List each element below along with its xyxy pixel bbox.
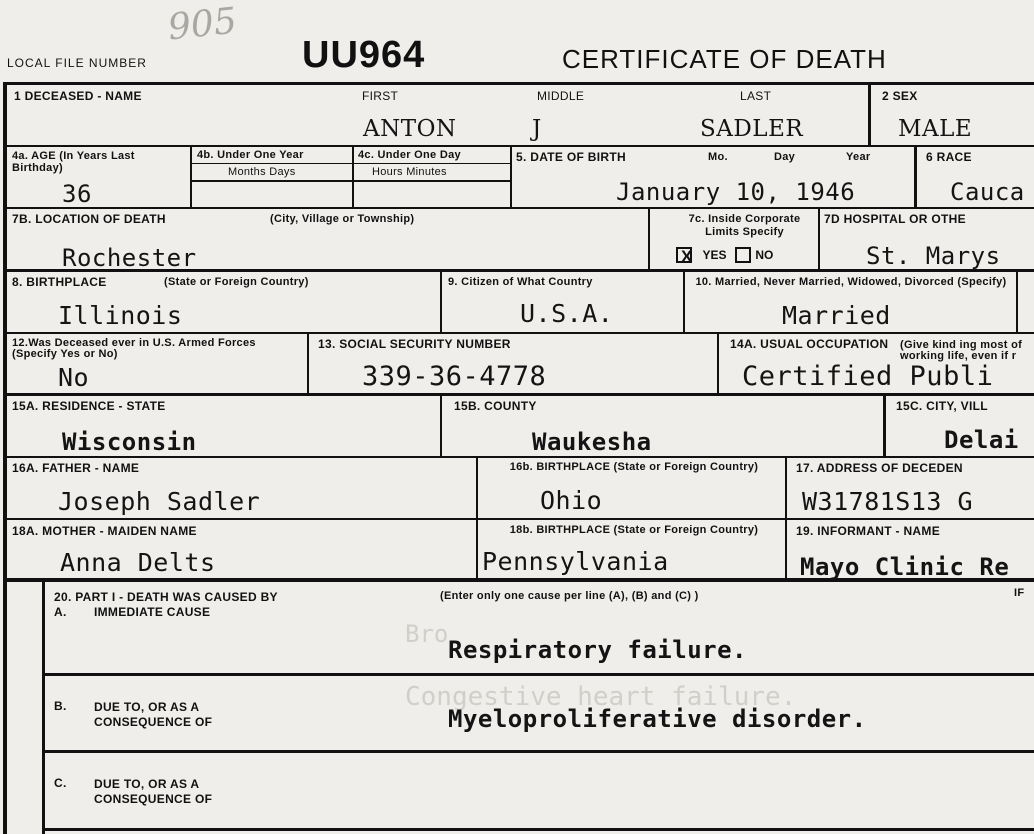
- label-cause-instructions: (Enter only one cause per line (A), (B) and (C) ): [440, 590, 699, 602]
- value-first-name: ANTON: [363, 116, 457, 142]
- label-city: 15C. CITY, VILL: [896, 399, 988, 413]
- value-date-of-birth: January 10, 1946: [616, 178, 856, 206]
- col-divider: [352, 145, 354, 208]
- label-address: 17. ADDRESS OF DECEDEN: [796, 461, 963, 475]
- handwritten-file-number: 905: [166, 0, 239, 49]
- value-immediate-cause: Respiratory failure.: [448, 636, 747, 664]
- col-divider: [883, 394, 886, 457]
- row-divider: [3, 518, 1034, 520]
- sub-divider: [192, 163, 510, 164]
- label-age: 4a. AGE (In Years Last Birthday): [12, 150, 135, 174]
- local-file-number: UU964: [302, 34, 426, 76]
- col-divider: [510, 145, 512, 208]
- value-last-name: SADLER: [700, 116, 804, 142]
- col-divider: [785, 518, 787, 580]
- value-cause-b: Myeloproliferative disorder.: [448, 705, 867, 733]
- row-divider: [3, 145, 1034, 147]
- col-divider: [440, 270, 442, 333]
- value-hospital: St. Marys: [866, 242, 1001, 270]
- label-father-name: 16A. FATHER - NAME: [12, 461, 140, 475]
- label-dob-year: Year: [846, 151, 871, 163]
- value-sex: MALE: [898, 116, 973, 142]
- value-marital-status: Married: [782, 301, 891, 330]
- label-yes: YES: [702, 248, 727, 262]
- label-b-letter: B.: [54, 699, 67, 713]
- col-divider: [717, 332, 719, 395]
- form-frame-top: [3, 82, 1034, 85]
- bleed-through-text: Bro: [405, 620, 449, 648]
- label-if: IF: [1014, 587, 1025, 599]
- col-divider: [868, 82, 871, 147]
- label-county: 15B. COUNTY: [454, 399, 537, 413]
- certificate-title: CERTIFICATE OF DEATH: [562, 44, 887, 74]
- label-hours-minutes: Hours Minutes: [372, 166, 447, 178]
- label-birthplace: 8. BIRTHPLACE: [12, 275, 107, 289]
- col-divider: [440, 394, 442, 457]
- label-hospital: 7D HOSPITAL OR OTHE: [824, 212, 966, 226]
- col-divider: [307, 332, 309, 395]
- row-divider: [3, 207, 1034, 209]
- col-divider: [190, 145, 192, 208]
- value-age: 36: [62, 180, 92, 208]
- value-race: Cauca: [950, 178, 1025, 206]
- bleed-through-text: Congestive heart failure.: [405, 682, 797, 712]
- label-usual-occupation: 14A. USUAL OCCUPATION: [730, 337, 889, 351]
- label-mother-birthplace: 18b. BIRTHPLACE (State or Foreign Country): [509, 524, 759, 536]
- cause-divider: [42, 828, 1034, 831]
- form-frame-left: [3, 82, 7, 834]
- value-ssn: 339-36-4778: [362, 361, 547, 392]
- label-cause-b: DUE TO, OR AS A CONSEQUENCE OF: [94, 700, 213, 729]
- label-armed-forces: 12.Was Deceased ever in U.S. Armed Forces (Specify Yes or No): [12, 337, 256, 360]
- label-inside-limits: 7c. Inside Corporate Limits Specify: [688, 213, 801, 238]
- label-deceased-name: 1 DECEASED - NAME: [14, 89, 142, 103]
- label-middle: MIDDLE: [537, 89, 585, 103]
- row-divider: [3, 332, 1034, 334]
- col-divider: [683, 270, 685, 333]
- label-location-sub: (City, Village or Township): [270, 213, 415, 225]
- label-immediate-cause: IMMEDIATE CAUSE: [94, 605, 211, 619]
- label-under-one-day: 4c. Under One Day: [358, 149, 461, 161]
- value-mother-birthplace: Pennsylvania: [482, 547, 669, 576]
- cause-divider: [42, 673, 1034, 676]
- checkbox-yes: X: [676, 247, 692, 263]
- label-part-1-cause: 20. PART I - DEATH WAS CAUSED BY: [54, 590, 278, 604]
- label-citizen: 9. Citizen of What Country: [448, 276, 593, 288]
- col-divider: [785, 456, 787, 519]
- label-mother-maiden-name: 18A. MOTHER - MAIDEN NAME: [12, 524, 197, 538]
- value-father-name: Joseph Sadler: [58, 487, 261, 516]
- col-divider: [1016, 270, 1018, 333]
- value-county: Waukesha: [532, 428, 652, 456]
- label-months-days: Months Days: [228, 166, 296, 178]
- label-a-letter: A.: [54, 605, 67, 619]
- value-residence-state: Wisconsin: [62, 428, 197, 456]
- value-occupation: Certified Publi: [742, 361, 994, 392]
- cause-frame-left: [42, 582, 45, 834]
- label-under-one-year: 4b. Under One Year: [197, 149, 304, 161]
- col-divider: [476, 456, 478, 519]
- local-file-number-label: LOCAL FILE NUMBER: [7, 56, 147, 70]
- label-informant: 19. INFORMANT - NAME: [796, 524, 940, 538]
- cause-divider: [42, 750, 1034, 753]
- col-divider: [914, 145, 917, 208]
- checkbox-no[interactable]: [735, 247, 751, 263]
- label-no: NO: [755, 248, 774, 262]
- col-divider: [648, 207, 650, 270]
- label-dob-day: Day: [774, 151, 796, 163]
- label-c-letter: C.: [54, 776, 67, 790]
- inside-limits-yes-checkbox[interactable]: [676, 246, 773, 264]
- value-middle-name: J: [532, 116, 542, 142]
- label-marital-status: 10. Married, Never Married, Widowed, Divorced (Specify): [695, 276, 1007, 288]
- label-sex: 2 SEX: [882, 89, 918, 103]
- label-cause-c: DUE TO, OR AS A CONSEQUENCE OF: [94, 777, 213, 806]
- value-father-birthplace: Ohio: [540, 486, 603, 515]
- value-armed-forces: No: [58, 363, 90, 392]
- sub-divider: [192, 180, 510, 182]
- col-divider: [476, 518, 478, 580]
- label-birthplace-sub: (State or Foreign Country): [164, 276, 309, 288]
- value-city: Delai: [944, 426, 1019, 454]
- label-location-of-death: 7B. LOCATION OF DEATH: [12, 212, 166, 226]
- label-date-of-birth: 5. DATE OF BIRTH: [516, 150, 626, 164]
- value-mother-name: Anna Delts: [60, 548, 216, 577]
- label-residence-state: 15A. RESIDENCE - STATE: [12, 399, 166, 413]
- label-ssn: 13. SOCIAL SECURITY NUMBER: [318, 337, 511, 351]
- row-divider: [3, 456, 1034, 458]
- value-address: W31781S13 G: [802, 487, 974, 516]
- value-informant: Mayo Clinic Re: [800, 553, 1010, 581]
- label-dob-month: Mo.: [708, 151, 728, 163]
- label-race: 6 RACE: [926, 150, 972, 164]
- value-birthplace: Illinois: [58, 301, 183, 330]
- label-last: LAST: [740, 89, 772, 103]
- value-location-of-death: Rochester: [62, 244, 197, 272]
- value-citizen: U.S.A.: [520, 299, 614, 328]
- label-occupation-sub: (Give kind ing most of working life, even if r: [900, 340, 1023, 362]
- label-father-birthplace: 16b. BIRTHPLACE (State or Foreign Country): [509, 461, 759, 473]
- label-first: FIRST: [362, 89, 399, 103]
- col-divider: [818, 207, 820, 270]
- row-divider: [3, 393, 1034, 396]
